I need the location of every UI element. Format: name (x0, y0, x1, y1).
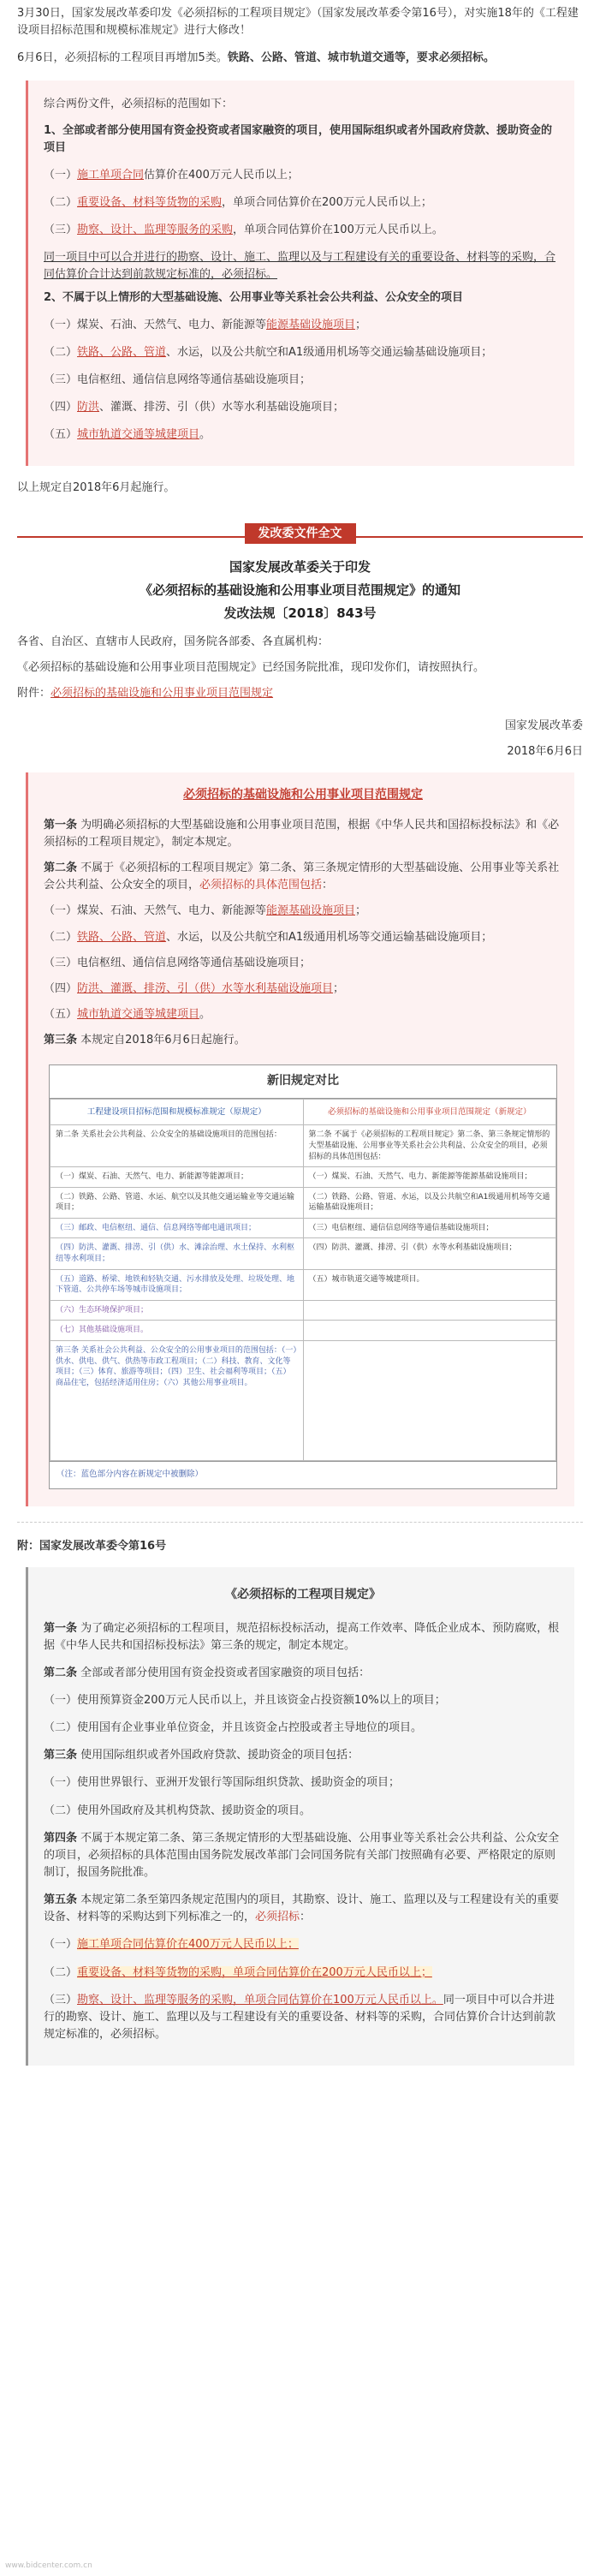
attachment-label: 附件： (17, 686, 51, 700)
o16-a4-text: 不属于本规定第二条、第三条规定情形的大型基础设施、公用事业等关系社会公共利益、公众安全的项目，必须招标的具体范围由国务院发展改革部门会同国务院有关部门按照确有必要、严格限定的原则制订，报国务院批准。 (44, 1831, 560, 1879)
full-text-divider (17, 525, 583, 547)
order16-article-2-item-1: （一）使用预算资金200万元人民币以上，并且该资金占投资额10%以上的项目； (44, 1694, 446, 1707)
item-red: 铁路、公路、管道 (77, 930, 167, 944)
comparison-right-intro: 第二条 不属于《必须招标的工程项目规定》第二条、第三条规定情形的大型基础设施、公用事业等关系社会公共利益、公众安全的项目，必须招标的具体范围包括： (303, 1125, 556, 1167)
list-item (44, 372, 562, 389)
list-item (44, 1006, 562, 1023)
item-post: 。 (199, 428, 211, 442)
o16-a5-i1-text: 施工单项合同估算价在400万元人民币以上； (77, 1938, 299, 1952)
new-rule-cell (303, 1300, 556, 1321)
rules-article-3 (44, 1032, 562, 1049)
list-item (44, 399, 562, 416)
item-pre: 电信枢纽、通信信息网络等通信基础设施项目； (77, 373, 312, 386)
item-red: 城市轨道交通等城建项目 (77, 1008, 200, 1022)
order16-article-1 (44, 1620, 562, 1655)
item-red: 能源基础设施项目 (266, 904, 356, 918)
o16-a2-head: 第二条 (44, 1666, 78, 1679)
order16-article-4 (44, 1830, 562, 1881)
list-item (44, 929, 562, 946)
item-red: 勘察、设计、监理等服务的采购 (77, 224, 234, 237)
item-red: 铁路、公路、管道 (77, 345, 167, 359)
old-rule-cell: （四）防洪、灌溉、排涝、引（供）水、滩涂治理、水土保持、水利枢纽等水利项目； (50, 1238, 304, 1269)
item-red: 防洪、灌溉、排涝、引（供）水等水利基础设施项目 (77, 981, 334, 995)
order16-article-5-item-3 (44, 1992, 562, 2043)
summary-section-2-title: 2、不属于以上情形的大型基础设施、公用事业等关系社会公共利益、公众安全的项目 (44, 290, 464, 304)
intro-paragraph-1: 3月30日，国家发展改革委印发《必须招标的工程项目规定》（国家发展改革委令第16号），对实施18年的《工程建设项目招标范围和规模标准规定》进行大修改！ (17, 7, 579, 38)
doc-body (17, 634, 583, 761)
item-post: ； (355, 318, 367, 331)
comparison-title: 新旧规定对比 (50, 1065, 556, 1099)
item-n: （三） (44, 224, 78, 237)
table-row (50, 1321, 556, 1341)
doc-attachment (17, 685, 583, 702)
o16-a5-end: ： (300, 1911, 312, 1924)
summary-section-1-note (44, 249, 562, 283)
o16-a4-head: 第四条 (44, 1831, 78, 1845)
o16-a3-head: 第三条 (44, 1749, 78, 1762)
o16-a5-red: 必须招标 (255, 1911, 300, 1924)
doc-date: 2018年6月6日 (507, 745, 583, 759)
old-rule-cell: （一）煤炭、石油、天然气、电力、新能源等能源项目； (50, 1167, 304, 1188)
item-red: 城市轨道交通等城建项目 (77, 428, 200, 442)
article-2-head: 第二条 (44, 862, 78, 875)
effective-note: 以上规定自2018年6月起施行。 (17, 481, 175, 495)
watermark: www.bidcenter.com.cn (5, 2561, 92, 2571)
list-item (44, 426, 562, 444)
rules-article-2 (44, 860, 562, 894)
order16-article-2 (44, 1665, 562, 1682)
order16-article-5-item-1 (44, 1936, 562, 1953)
item-n: （一） (44, 168, 78, 182)
intro-p2-prefix: 6月6日，必须招标的工程项目再增加5类。 (17, 51, 228, 65)
list-item (44, 194, 562, 212)
attachment-link[interactable]: 必须招标的基础设施和公用事业项目范围规定 (50, 686, 274, 700)
doc-body-text: 《必须招标的基础设施和公用事业项目范围规定》已经国务院批准，现印发你们，请按照执行。 (17, 660, 485, 674)
new-rule-cell: （二）铁路、公路、管道、水运，以及公共航空和A1级通用机场等交通运输基础设施项目； (303, 1187, 556, 1218)
item-post: ； (333, 981, 345, 995)
list-item (44, 903, 562, 920)
comparison-left-intro: 第二条 关系社会公共利益、公众安全的基础设施项目的范围包括： (50, 1125, 304, 1167)
list-item (44, 317, 562, 334)
o16-a5-i3-n: （三） (44, 1993, 78, 2007)
item-n: （二） (44, 195, 78, 209)
comparison-table (49, 1064, 557, 1488)
separator (17, 1522, 583, 1523)
old-rule-cell: （二）铁路、公路、管道、水运、航空以及其他交通运输业等交通运输项目； (50, 1187, 304, 1218)
item-rest: ，单项合同估算价在200万元人民币以上； (222, 195, 432, 209)
comparison-left-head: 工程建设项目招标范围和规模标准规定（原规定） (50, 1100, 304, 1125)
doc-title-line-1: 国家发展改革委关于印发 (229, 558, 371, 575)
item-n: （二） (44, 345, 78, 359)
article-3-text: 本规定自2018年6月6日起施行。 (80, 1034, 246, 1047)
comparison-right-head: 必须招标的基础设施和公用事业项目范围规定（新规定） (303, 1100, 556, 1125)
table-row (50, 1187, 556, 1218)
article-1-head: 第一条 (44, 818, 78, 832)
o16-a2-text: 全部或者部分使用国有资金投资或者国家融资的项目包括： (80, 1666, 371, 1679)
o16-a5-i3-text: 勘察、设计、监理等服务的采购，单项合同估算价在100万元人民币以上。 (77, 1993, 443, 2007)
intro-paragraph-2 (17, 45, 583, 72)
item-red: 施工单项合同 (77, 168, 145, 182)
o16-a1-head: 第一条 (44, 1621, 78, 1635)
summary-s1-note-text: 同一项目中可以合并进行的勘察、设计、施工、监理以及与工程建设有关的重要设备、材料等的采购，合同估算价合计达到前款规定标准的，必须招标。 (44, 251, 556, 282)
new-rule-cell: （五）城市轨道交通等城建项目。 (303, 1269, 556, 1300)
article-3-head: 第三条 (44, 1034, 78, 1047)
item-pre: 煤炭、石油、天然气、电力、新能源等 (77, 318, 267, 331)
table-row (50, 1238, 556, 1269)
order16-article-5-item-2 (44, 1965, 562, 1982)
table-row (50, 1300, 556, 1321)
summary-box (26, 80, 574, 466)
old-rule-cell: （七）其他基础设施项目。 (50, 1321, 304, 1341)
comparison-right-empty (303, 1341, 556, 1461)
article-2-red: 必须招标的具体范围包括 (199, 879, 323, 892)
new-rule-cell: （三）电信枢纽、通信信息网络等通信基础设施项目； (303, 1218, 556, 1238)
list-item (44, 222, 562, 239)
new-rule-cell: （一）煤炭、石油、天然气、电力、新能源等能源基础设施项目； (303, 1167, 556, 1188)
item-post: 、灌溉、排涝、引（供）水等水利基础设施项目； (99, 401, 345, 414)
table-row (50, 1167, 556, 1188)
item-rest: 估算价在400万元人民币以上； (144, 168, 299, 182)
item-n: （四） (44, 401, 78, 414)
item-n: （四） (44, 981, 78, 995)
doc-recipients: 各省、自治区、直辖市人民政府，国务院各部委、各直属机构： (17, 635, 330, 648)
item-n: （五） (44, 1008, 78, 1022)
order16-article-3-item-2: （二）使用外国政府及其机构贷款、援助资金的项目。 (44, 1804, 312, 1817)
doc-title-line-2: 《必须招标的基础设施和公用事业项目范围规定》的通知 (139, 581, 460, 598)
divider-label: 发改委文件全文 (245, 523, 356, 544)
list-item (44, 344, 562, 361)
table-row (50, 1218, 556, 1238)
doc-signer: 国家发展改革委 (504, 719, 583, 732)
item-rest: ，单项合同估算价在100万元人民币以上。 (233, 224, 443, 237)
o16-a5-head: 第五条 (44, 1893, 78, 1907)
item-red: 防洪 (77, 401, 100, 414)
old-rule-cell: （五）道路、桥梁、地铁和轻轨交通、污水排放及处理、垃圾处理、地下管道、公共停车场等城市设施项目； (50, 1269, 304, 1300)
item-n: （三） (44, 956, 78, 969)
old-rule-cell: （三）邮政、电信枢纽、通信、信息网络等邮电通讯项目； (50, 1218, 304, 1238)
item-n: （一） (44, 318, 78, 331)
new-rule-cell (303, 1321, 556, 1341)
article-2-text: 不属于《必须招标的工程项目规定》第二条、第三条规定情形的大型基础设施、公用事业等关系社会公共利益、公众安全的项目， (44, 862, 560, 892)
o16-a3-text: 使用国际组织或者外国政府贷款、援助资金的项目包括： (80, 1749, 359, 1762)
table-row (50, 1269, 556, 1300)
item-red: 能源基础设施项目 (266, 318, 356, 331)
list-item (44, 981, 562, 998)
order16-box (26, 1567, 574, 2066)
item-post: 、水运，以及公共航空和A1级通用机场等交通运输基础设施项目； (166, 345, 493, 359)
o16-a5-i1-n: （一） (44, 1938, 78, 1952)
item-pre: 煤炭、石油、天然气、电力、新能源等 (77, 904, 267, 918)
summary-head: 综合两份文件，必须招标的范围如下： (44, 98, 234, 111)
article-2-end: ： (322, 879, 334, 892)
item-n: （五） (44, 428, 78, 442)
summary-section-1-title: 1、全部或者部分使用国有资金投资或者国家融资的项目，使用国际组织或者外国政府贷款、援助资金的项目 (44, 123, 553, 154)
item-n: （一） (44, 904, 78, 918)
rules-title: 必须招标的基础设施和公用事业项目范围规定 (183, 788, 423, 802)
article-1-text: 为明确必须招标的大型基础设施和公用事业项目范围，根据《中华人民共和国招标投标法》和《必须招标的工程项目规定》，制定本规定。 (44, 818, 560, 850)
rules-article-1 (44, 817, 562, 851)
o16-a5-i2-n: （二） (44, 1965, 78, 1979)
o16-a5-i2-text: 重要设备、材料等货物的采购，单项合同估算价在200万元人民币以上； (77, 1965, 432, 1979)
item-red: 重要设备、材料等货物的采购 (77, 195, 223, 209)
doc-header (17, 556, 583, 625)
old-rule-cell: （六）生态环境保护项目； (50, 1300, 304, 1321)
comparison-left-extra: 第三条 关系社会公共利益、公众安全的公用事业项目的范围包括：（一）供水、供电、供气、供热等市政工程项目；（二）科技、教育、文化等项目；（三）体育、旅游等项目；（四）卫生、社会福利等项目；（五）商品住宅，包括经济适用住房；（六）其他公用事业项目。 (50, 1341, 304, 1461)
list-item (44, 955, 562, 972)
doc-number: 发改法规〔2018〕843号 (223, 605, 377, 621)
item-pre: 电信枢纽、通信信息网络等通信基础设施项目； (77, 956, 312, 969)
item-n: （三） (44, 373, 78, 386)
o16-a1-text: 为了确定必须招标的工程项目，规范招标投标活动，提高工作效率、降低企业成本、预防腐败，根据《中华人民共和国招标投标法》第三条的规定，制定本规定。 (44, 1621, 560, 1652)
order16-article-5 (44, 1892, 562, 1926)
order16-article-2-item-2: （二）使用国有企业事业单位资金，并且该资金占控股或者主导地位的项目。 (44, 1721, 423, 1735)
item-post: 。 (199, 1008, 211, 1022)
o16-a5-text: 本规定第二条至第四条规定范围内的项目，其勘察、设计、施工、监理以及与工程建设有关的重要设备、材料等的采购达到下列标准之一的， (44, 1893, 560, 1924)
order16-article-3-item-1: （一）使用世界银行、亚洲开发银行等国际组织贷款、援助资金的项目； (44, 1776, 401, 1790)
o16-a5-tail: 同一项目中可以合并进行的勘察、设计、施工、监理以及与工程建设有关的重要设备、材料等的采购，合同估算价合计达到前款规定标准的，必须招标。 (44, 1993, 556, 2041)
item-n: （二） (44, 930, 78, 944)
comparison-note: （注：蓝色部分内容在新规定中被删除） (50, 1461, 556, 1488)
order16-title: 《必须招标的工程项目规定》 (225, 1587, 381, 1601)
annex-label: 附：国家发展改革委令第16号 (17, 1539, 167, 1553)
rules-box (26, 772, 574, 1506)
order16-article-3 (44, 1747, 562, 1764)
new-rule-cell: （四）防洪、灌溉、排涝、引（供）水等水利基础设施项目； (303, 1238, 556, 1269)
item-post: 、水运，以及公共航空和A1级通用机场等交通运输基础设施项目； (166, 930, 493, 944)
item-post: ； (355, 904, 367, 918)
intro-p2-bold: 铁路、公路、管道、城市轨道交通等，要求必须招标。 (227, 51, 495, 65)
list-item (44, 167, 562, 184)
